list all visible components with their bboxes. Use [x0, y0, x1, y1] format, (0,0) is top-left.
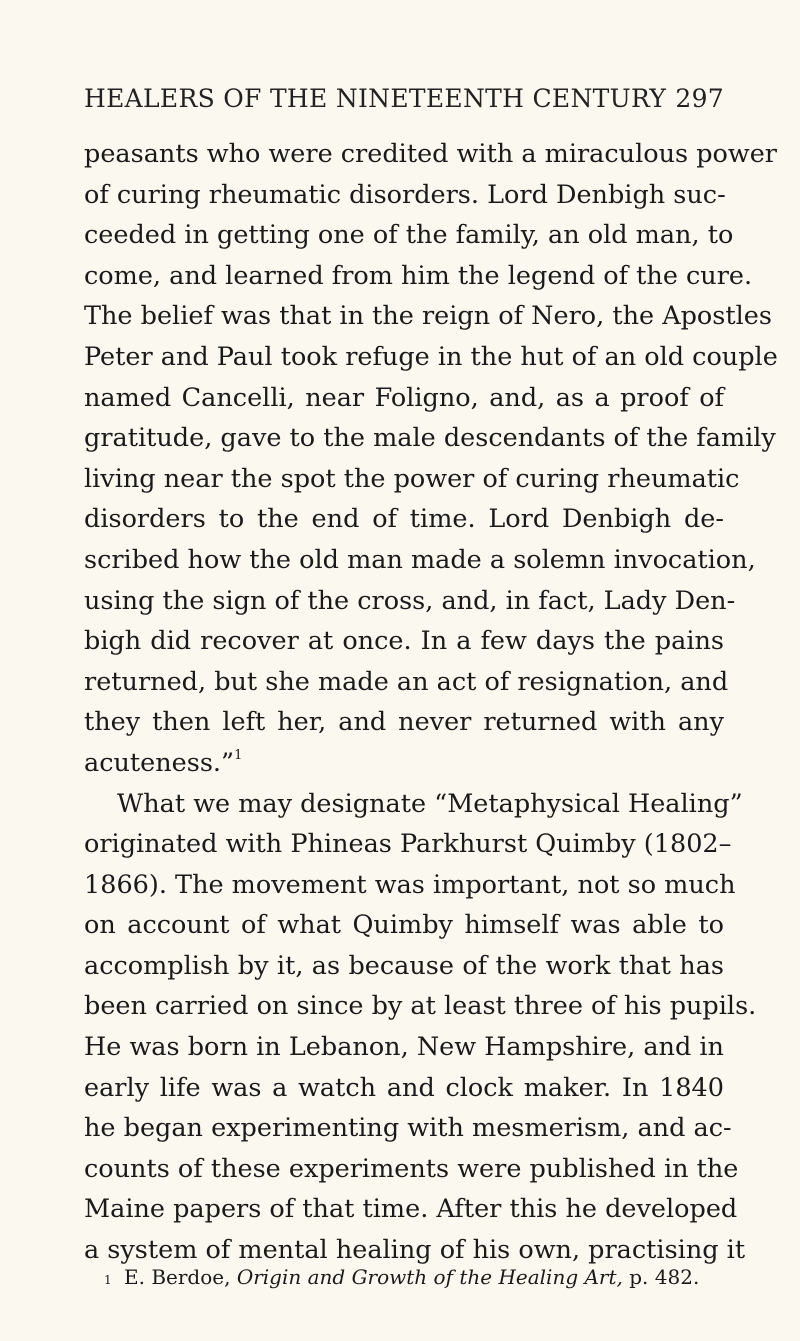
- text-line: they then left her, and never returned with any: [84, 707, 724, 738]
- text-line: returned, but she made an act of resignation, and: [84, 666, 729, 697]
- text-line: He was born in Lebanon, New Hampshire, and in: [84, 1032, 724, 1063]
- running-title: HEALERS OF THE NINETEENTH CENTURY: [84, 83, 667, 113]
- text-line: disorders to the end of time. Lord Denbigh de-: [84, 504, 724, 535]
- text-line: gratitude, gave to the male descendants of the family: [84, 423, 776, 454]
- footnote-reference[interactable]: 1: [234, 747, 243, 763]
- text-line: he began experimenting with mesmerism, and ac-: [84, 1113, 732, 1144]
- footnote-title: Origin and Growth of the Healing Art,: [236, 1265, 623, 1289]
- body-text: [84, 134, 778, 1271]
- text-line: early life was a watch and clock maker. In 1840: [84, 1072, 724, 1103]
- text-line: a system of mental healing of his own, practising it: [84, 1235, 746, 1266]
- text-line: Maine papers of that time. After this he developed: [84, 1194, 738, 1225]
- text-line: 1866). The movement was important, not so much: [84, 869, 736, 900]
- page-number: 297: [675, 83, 724, 113]
- text-line: What we may designate “Metaphysical Healing”: [117, 788, 743, 819]
- text-line: ceeded in getting one of the family, an old man, to: [84, 220, 734, 251]
- text-line: on account of what Quimby himself was able to: [84, 910, 724, 941]
- footnote: [104, 1263, 734, 1294]
- text-line: of curing rheumatic disorders. Lord Denbigh suc-: [84, 179, 726, 210]
- text-line: using the sign of the cross, and, in fact, Lady Den-: [84, 585, 736, 616]
- text-line: been carried on since by at least three of his pupils.: [84, 991, 757, 1022]
- footnote-page: p. 482.: [629, 1265, 700, 1289]
- text-line: The belief was that in the reign of Nero, the Apostles: [84, 301, 772, 332]
- text-line: peasants who were credited with a miraculous power: [84, 139, 777, 169]
- running-head: [84, 78, 724, 118]
- text-line: counts of these experiments were published in the: [84, 1153, 739, 1184]
- text-line: Peter and Paul took refuge in the hut of an old couple: [84, 341, 778, 372]
- text-line: named Cancelli, near Foligno, and, as a proof of: [84, 382, 724, 413]
- text-line: originated with Phineas Parkhurst Quimby (1802–: [84, 829, 732, 860]
- text-line: acuteness.”: [84, 747, 235, 778]
- footnote-author: E. Berdoe,: [124, 1265, 231, 1289]
- footnote-number: 1: [104, 1273, 112, 1287]
- text-line: scribed how the old man made a solemn invocation,: [84, 544, 756, 575]
- text-line: living near the spot the power of curing rheumatic: [84, 463, 740, 494]
- paragraph-end-line: [84, 743, 724, 784]
- text-line: come, and learned from him the legend of the cure.: [84, 260, 753, 291]
- text-line: bigh did recover at once. In a few days the pains: [84, 626, 724, 657]
- text-line: accomplish by it, as because of the work that has: [84, 950, 724, 981]
